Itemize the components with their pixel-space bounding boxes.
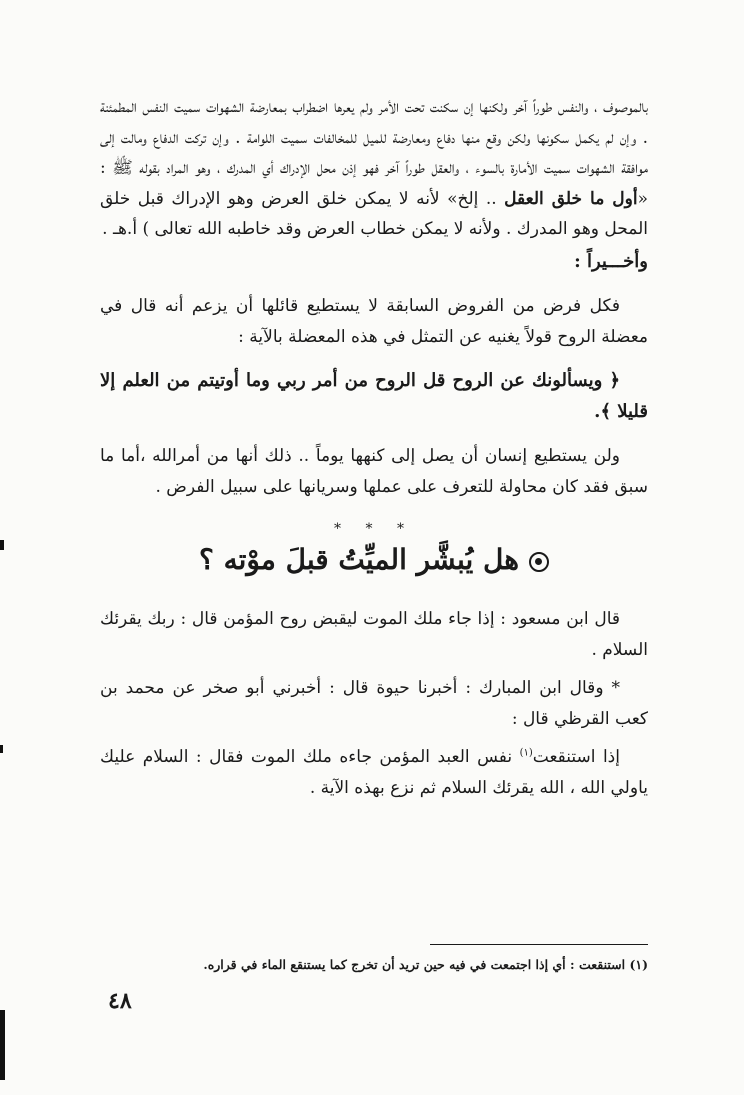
- footnote-divider: [430, 944, 648, 945]
- section-label: وأخـــيراً :: [574, 250, 648, 272]
- page-number: ٤٨: [108, 988, 132, 1014]
- paragraph-hypotheses: فكل فرض من الفروض السابقة لا يستطيع قائلها أن يزعم أنه قال في معضلة الروح قولاً يغنيه عن التمثل في هذه المعضلة بالآية :: [100, 296, 648, 347]
- paragraph-narration: [100, 742, 648, 803]
- heading-text: هل يُبشَّر الميِّتُ قبلَ موْته ؟: [199, 543, 519, 576]
- section-heading: [100, 540, 648, 580]
- scan-edge-mark: [0, 540, 4, 550]
- paragraph-ibn-masud: قال ابن مسعود : إذا جاء ملك الموت ليقبض روح المؤمن قال : ربك يقرئك السلام .: [100, 609, 648, 660]
- section-stars: * * *: [334, 521, 414, 537]
- paragraph-text: بالموصوف ، والنفس طوراً آخر ولكنها إن سكنت تحت الأمر ولم يعرها اضطراب بمعارضة الشهوات سميت النفس المطمئنة . وإن لم يكمل سكونها ولكن وقع منها دفاع ومعارضة للميل للمخالفات سميت اللوامة . وإن تركت الدفاع ومالت إلى موافقة الشهوات سميت الأمارة بالسوء ، والعقل طوراً آخر فهو إذن محل الإدراك أي المدرك ، وهو المراد بقوله ﷺ : «: [100, 97, 649, 209]
- paragraph-text: إذا استنقعت: [532, 747, 620, 767]
- paragraph-text: .. إلخ» لأنه لا يمكن خلق العرض وهو الإدراك قبل خلق المحل وهو المدرك . ولأنه لا يمكن خطاب العرض وقد خاطبه الله تعالى ) أ.هـ .: [100, 188, 648, 239]
- scan-edge-mark: [0, 1010, 5, 1080]
- quran-verse: ﴿ ويسألونك عن الروح قل الروح من أمر ربي وما أوتيتم من العلم إلا قليلا ﴾.: [100, 370, 648, 422]
- bullet-circle-icon: [529, 552, 549, 572]
- paragraph-soul-states: [100, 92, 648, 245]
- paragraph-text: نفس العبد المؤمن جاءه ملك الموت فقال : السلام عليك ياولي الله ، الله يقرئك السلام ثم نزع بهذه الآية .: [100, 747, 648, 798]
- paragraph-ibn-mubarak: * وقال ابن المبارك : أخبرنا حيوة قال : أخبرني أبو صخر عن محمد بن كعب القرظي قال :: [100, 678, 648, 729]
- hadith-quote: أول ما خلق العقل: [504, 188, 638, 209]
- paragraph-conclusion: ولن يستطيع إنسان أن يصل إلى كنهها يوماً .. ذلك أنها من أمرالله ،أما ما سبق فقد كان محاولة للتعرف على عملها وسريانها على سبيل الفرض .: [100, 446, 648, 497]
- page-body: [100, 92, 648, 803]
- footnote: (١) استنقعت : أي إذا اجتمعت في فيه حين تريد أن تخرج كما يستنقع الماء في قراره.: [203, 957, 648, 972]
- scan-edge-mark: [0, 745, 3, 753]
- footnote-ref: (١): [519, 747, 533, 759]
